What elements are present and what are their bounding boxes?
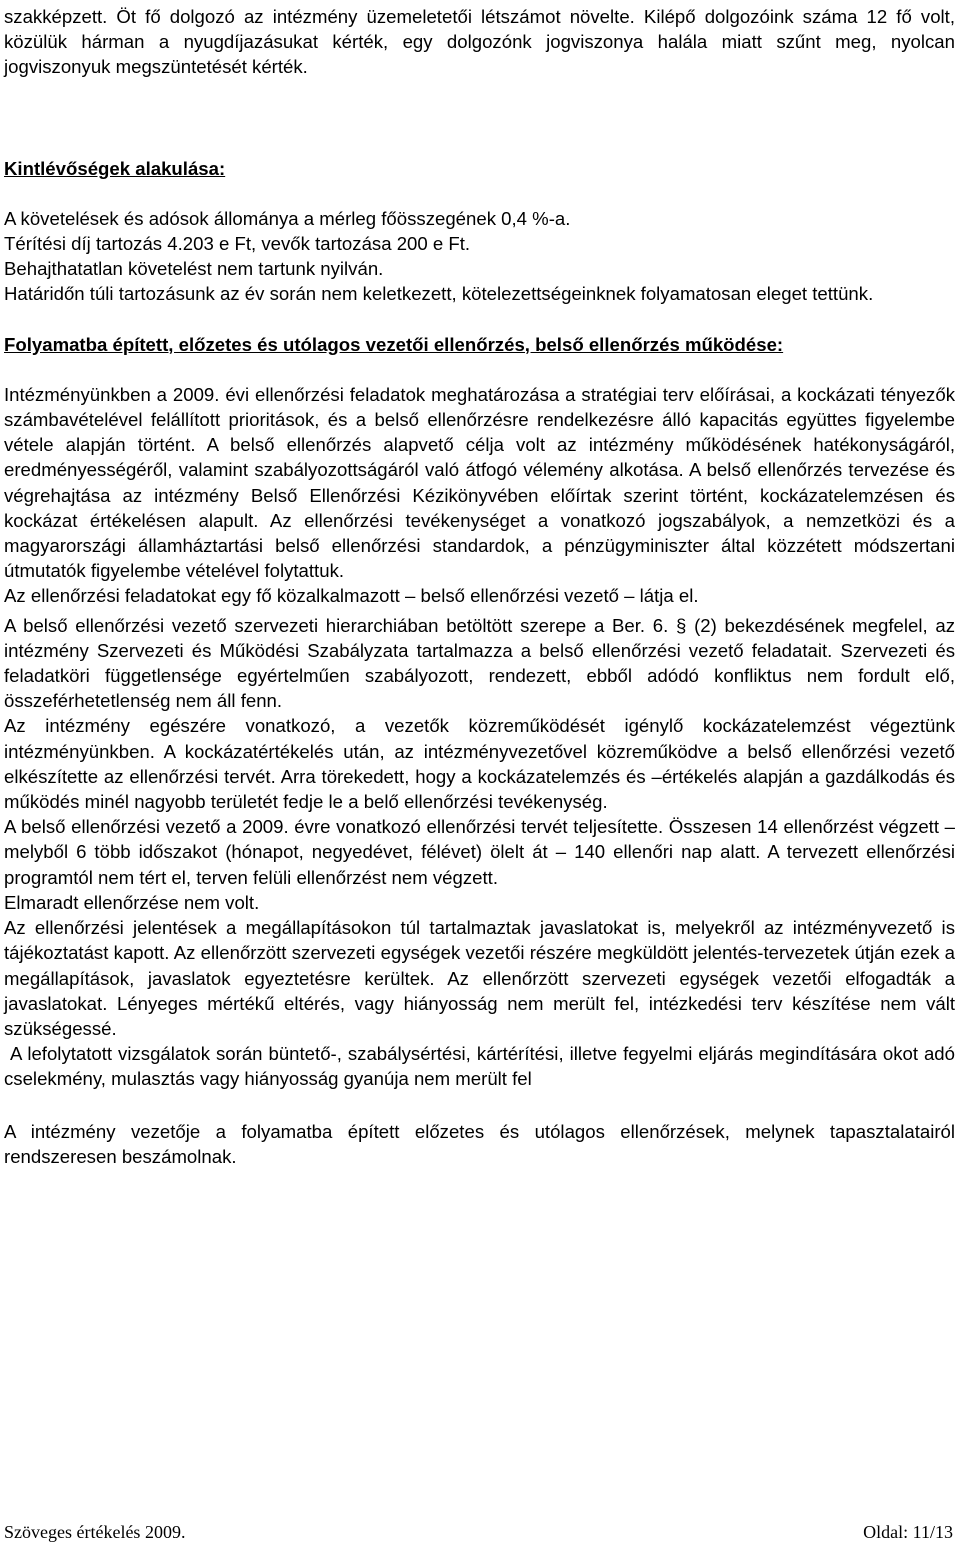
control-paragraph-7: Az ellenőrzési jelentések a megállapításokon túl tartalmaztak javaslatokat is, melyekről az intézményvezető is tájékoztatást kapott. Az ellenőrzött szervezeti egységek vezetői részére megküldött jelentés-tervezetek útján ezek a megállapítások, javaslatok egyeztetésre kerültek. Az ellenőrzött szervezeti egységek vezetői elfogadták a javaslatokat. Lényeges mértékű eltérés, vagy hiányosság nem merült fel, intézkedési terv készítése nem vált szükségessé. xyxy=(4,917,955,1039)
control-paragraph-8: A lefolytatott vizsgálatok során büntető-, szabálysértési, kártérítési, illetve fegyelmi eljárás megindítására okot adó cselekmény, mulasztás vagy hiányosság gyanúja nem merült fel xyxy=(4,1043,960,1090)
footer-page-number: Oldal: 11/13 xyxy=(863,1522,953,1542)
document-page xyxy=(4,4,960,1169)
control-paragraph-6: Elmaradt ellenőrzése nem volt. xyxy=(4,891,260,913)
receivables-line-1: A követelések és adósok állománya a mérleg főösszegének 0,4 %-a. xyxy=(4,207,571,229)
control-paragraph-5: A belső ellenőrzési vezető a 2009. évre vonatkozó ellenőrzési tervét teljesítette. Összesen 14 ellenőrzést végzett – melyből 6 több időszakot (hónapot, negyedévet, félévet) ölelt át – 140 ellenőri nap alatt. A tervezett ellenőrzési programtól nem tért el, terven felüli ellenőrzést nem végzett. xyxy=(4,816,955,888)
section-heading-internal-control: Folyamatba épített, előzetes és utólagos vezetői ellenőrzés, belső ellenőrzés működése: xyxy=(4,333,784,355)
control-paragraph-2: Az ellenőrzési feladatokat egy fő közalkalmazott – belső ellenőrzési vezető – látja el. xyxy=(4,585,699,607)
control-paragraph-4: Az intézmény egészére vonatkozó, a vezetők közreműködését igénylő kockázatelemzést végeztünk intézményünkben. A kockázatértékelés után, az intézményvezetővel közreműködve a belső ellenőrzési vezető elkészítette az ellenőrzési tervét. Arra törekedett, hogy a kockázatelemzés és –értékelés alapján a gazdálkodás és működés minél nagyobb területét fedje le a belő ellenőrzési tevékenység. xyxy=(4,715,955,813)
footer-document-title: Szöveges értékelés 2009. xyxy=(4,1522,186,1542)
receivables-line-3: Behajthatatlan követelést nem tartunk nyilván. xyxy=(4,258,384,280)
receivables-line-2: Térítési díj tartozás 4.203 e Ft, vevők tartozása 200 e Ft. xyxy=(4,233,471,255)
control-paragraph-1: Intézményünkben a 2009. évi ellenőrzési feladatok meghatározása a stratégiai terv előírásai, a kockázati tényezők számbavételével felállított prioritások, és a belső ellenőrzésre rendelkezésre álló kapacitás együttes figyelembe vétele alapján történt. A belső ellenőrzés alapvető célja volt az intézmény működésének hatékonyságáról, eredményességéről, valamint szabályozottságáról való átfogó vélemény alkotása. A belső ellenőrzés tervezése és végrehajtása az intézmény Belső Ellenőrzési Kézikönyvében előírtak szerint történt, kockázatelemzésen és kockázat értékelésen alapult. Az ellenőrzési tevékenységet a vonatkozó jogszabályok, a nemzetközi és a magyarországi államháztartási belső ellenőrzési standardok, a pénzügyminiszter által közzétett módszertani útmutatók figyelembe vételével folytattuk. xyxy=(4,383,955,582)
receivables-line-4: Határidőn túli tartozásunk az év során nem keletkezett, kötelezettségeinknek folyamatosan eleget tettünk. xyxy=(4,283,874,305)
control-paragraph-3: A belső ellenőrzési vezető szervezeti hierarchiában betöltött szerepe a Ber. 6. § (2) bekezdésének megfelel, az intézmény Szervezeti és Működési Szabályzata tartalmazza a belső ellenőrzési vezető feladatait. Szervezeti és feladatköri függetlensége egyértelműen szabályozott, rendezett, ebből adódó konfliktus nem fordult elő, összeférhetetlenség nem áll fenn. xyxy=(4,614,955,712)
control-closing-paragraph: A intézmény vezetője a folyamatba épített előzetes és utólagos ellenőrzések, melynek tapasztalatairól rendszeresen beszámolnak. xyxy=(4,1120,955,1167)
section-heading-receivables: Kintlévőségek alakulása: xyxy=(4,157,226,179)
intro-paragraph: szakképzett. Öt fő dolgozó az intézmény üzemeletetői létszámot növelte. Kilépő dolgozóink száma 12 fő volt, közülük hárman a nyugdíjazásukat kérték, egy dolgozónk jogviszonya halála miatt szűnt meg, nyolcan jogviszonyuk megszüntetését kérték. xyxy=(4,6,955,78)
